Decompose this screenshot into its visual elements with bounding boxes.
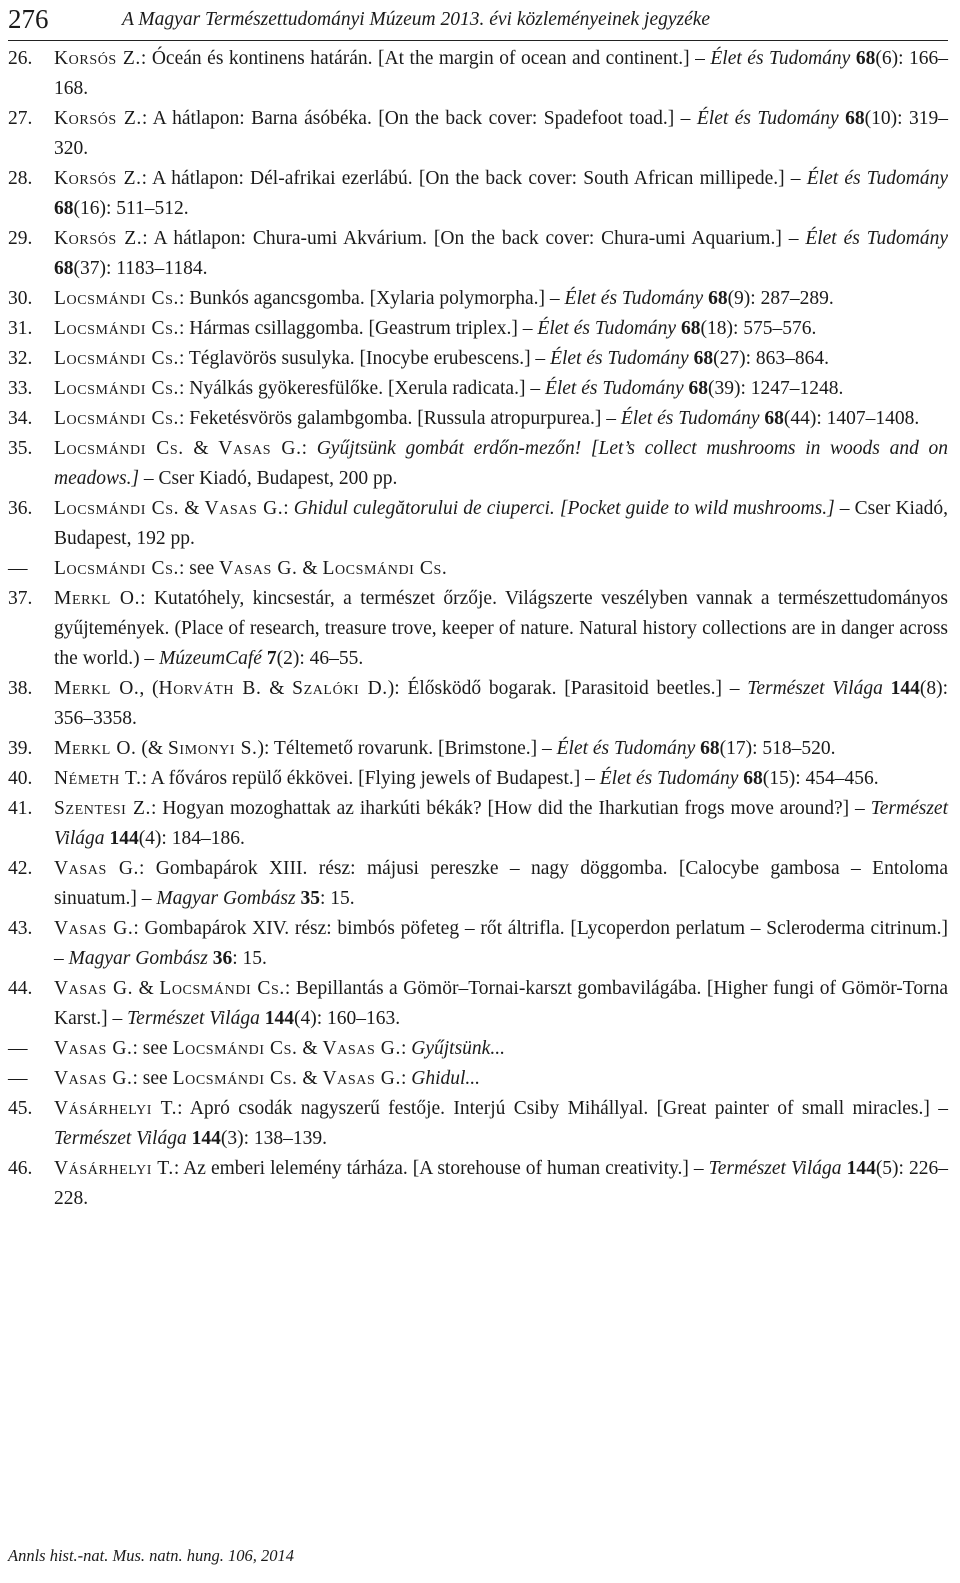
author-name: Szalóki D. [292, 678, 388, 699]
volume-number: 68 [680, 318, 701, 339]
author-name: Németh T. [54, 768, 142, 789]
volume-number: 68 [54, 198, 74, 219]
entry-text [54, 1064, 948, 1094]
entry-segment: (17): 518–520. [719, 738, 836, 759]
author-name: Locsmándi Cs. [172, 1038, 298, 1059]
bib-entry [8, 104, 948, 164]
entry-number: 38. [8, 678, 33, 699]
italic-title: Élet és Tudomány [806, 168, 949, 189]
author-name: Vasas G. [54, 858, 140, 879]
entry-text [54, 674, 953, 734]
volume-number: 68 [693, 348, 714, 369]
entry-number: 33. [8, 378, 33, 399]
page-number: 276 [8, 4, 49, 34]
bib-entry [8, 554, 948, 584]
entry-segment: (27): 863–864. [713, 348, 829, 369]
entry-text [54, 344, 948, 374]
italic-title: Élet és Tudomány [599, 768, 739, 789]
bib-entry [8, 734, 948, 764]
entry-number: 29. [8, 228, 33, 249]
bib-entry [8, 164, 948, 224]
entry-segment: – Cser Kiadó, Budapest, 200 pp. [139, 468, 398, 489]
author-name: Korsós Z. [54, 228, 143, 249]
entry-segment: (16): 511–512. [73, 198, 189, 219]
entry-number: 28. [8, 168, 33, 189]
bib-entry [8, 434, 953, 494]
entry-segment: & [261, 678, 293, 699]
entry-segment: & [297, 558, 323, 579]
author-name: Korsós Z. [54, 48, 141, 69]
bib-entry [8, 1064, 948, 1094]
entry-segment: : [400, 1038, 412, 1059]
entry-number: 34. [8, 408, 33, 429]
entry-segment: (18): 575–576. [700, 318, 817, 339]
italic-title: Magyar Gombász [68, 948, 208, 969]
entry-segment: & [297, 1038, 323, 1059]
entry-segment: , ( [139, 678, 159, 699]
bib-entry [8, 674, 953, 734]
entry-segment [948, 228, 953, 249]
italic-title: Ghidul culegătorului de ciuperci. [Pocket guide to wild mushrooms.] [293, 498, 835, 519]
entry-text [54, 164, 948, 224]
entry-segment: : Feketésvörös galambgomba. [Russula atropurpurea.] – [178, 408, 621, 429]
author-name: Vasas G. [204, 498, 284, 519]
bib-entry [8, 374, 948, 404]
volume-number: 68 [708, 288, 728, 309]
entry-number: 42. [8, 858, 33, 879]
entry-segment: (3): 138–139. [220, 1128, 327, 1149]
author-name: Korsós Z. [54, 168, 142, 189]
entry-segment: : Óceán és kontinens határán. [At the margin of ocean and continent.] – [140, 48, 711, 69]
entry-text [54, 914, 953, 974]
author-name: Vásárhelyi T. [54, 1158, 174, 1179]
bib-entry [8, 314, 948, 344]
running-title: A Magyar Természettudományi Múzeum 2013. évi közleményeinek jegyzéke [122, 9, 711, 30]
author-name: Locsmándi Cs. [54, 408, 179, 429]
author-name: Locsmándi Cs. [54, 438, 184, 459]
italic-title: Természet Világa [708, 1158, 842, 1179]
italic-title: Gyűjtsünk... [411, 1038, 505, 1059]
italic-title: Élet és Tudomány [710, 48, 851, 69]
entry-segment: (4): 160–163. [293, 1008, 401, 1029]
entry-segment: : 15. [232, 948, 267, 969]
entry-text [54, 434, 953, 494]
entry-text [54, 284, 948, 314]
bib-entry [8, 44, 948, 104]
entry-segment: (9): 287–289. [727, 288, 834, 309]
entry-text [54, 224, 948, 284]
entry-segment: (39): 1247–1248. [707, 378, 844, 399]
italic-title: Élet és Tudomány [544, 378, 684, 399]
bib-entry [8, 224, 948, 284]
author-name: Locsmándi Cs. [54, 318, 179, 339]
author-name: Vasas G. [54, 918, 134, 939]
italic-title: Természet Világa [127, 1008, 260, 1029]
author-name: Vasas G. [54, 1038, 133, 1059]
author-name: Locsmándi Cs. [54, 498, 180, 519]
entry-segment: : Bunkós agancsgomba. [Xylaria polymorpha.] – [178, 288, 565, 309]
entry-number: 40. [8, 768, 33, 789]
journal-footer: Annls hist.-nat. Mus. natn. hung. 106, 2014 [8, 1546, 295, 1565]
author-name: Vasas G. [54, 1068, 133, 1089]
entry-segment: : A hátlapon: Barna ásóbéka. [On the back cover: Spadefoot toad.] – [141, 108, 697, 129]
entry-segment [948, 168, 953, 189]
entry-segment: & [297, 1068, 323, 1089]
volume-number: 68 [845, 108, 865, 129]
entry-number: 27. [8, 108, 33, 129]
entry-number: 41. [8, 798, 33, 819]
bib-entry [8, 404, 948, 434]
entry-number: 46. [8, 1158, 33, 1179]
author-name: Szentesi Z. [54, 798, 151, 819]
author-name: Korsós Z. [54, 108, 142, 129]
entry-number: 43. [8, 918, 33, 939]
entry-segment: : A hátlapon: Dél-afrikai ezerlábú. [On the back cover: South African millipede.] – [141, 168, 807, 189]
bib-entry [8, 284, 948, 314]
entry-segment: (37): 1183–1184. [73, 258, 208, 279]
entry-number: 39. [8, 738, 33, 759]
italic-title: Természet Világa [54, 798, 953, 849]
entry-text [54, 44, 948, 104]
entry-number: 36. [8, 498, 33, 519]
volume-number: 7 [266, 648, 277, 669]
italic-title: Természet Világa [747, 678, 883, 699]
volume-number: 68 [688, 378, 708, 399]
volume-number: 68 [743, 768, 763, 789]
author-name: Vasas G. [322, 1068, 401, 1089]
entry-text [54, 764, 948, 794]
entry-text [54, 1154, 948, 1214]
entry-segment: : A hátlapon: Chura-umi Akvárium. [On the back cover: Chura-umi Aquarium.] – [142, 228, 806, 249]
entry-segment: : Hármas csillaggomba. [Geastrum triplex.] – [178, 318, 538, 339]
page-header [8, 2, 948, 41]
entry-segment: : see [132, 1068, 173, 1089]
entry-number: 26. [8, 48, 33, 69]
author-name: Locsmándi Cs. [322, 558, 448, 579]
author-name: Locsmándi Cs. [159, 978, 285, 999]
bib-entry [8, 974, 953, 1034]
bib-entry [8, 854, 953, 914]
bib-entry [8, 794, 953, 854]
volume-number: 68 [700, 738, 720, 759]
entry-number: — [8, 1068, 28, 1089]
entry-segment: : 15. [319, 888, 355, 909]
bib-entry [8, 764, 948, 794]
author-name: Locsmándi Cs. [172, 1068, 298, 1089]
entry-text [54, 404, 948, 434]
italic-title: Gyűjtsünk gombát erdőn-mezőn! [Let’s collect mushrooms in woods and on meadows.] [54, 438, 953, 489]
italic-title: Élet és Tudomány [805, 228, 948, 249]
entry-number: — [8, 1038, 28, 1059]
entry-text [54, 314, 948, 344]
italic-title: MúzeumCafé [159, 648, 262, 669]
bib-entry [8, 584, 953, 674]
author-name: Locsmándi Cs. [54, 558, 179, 579]
italic-title: Élet és Tudomány [550, 348, 689, 369]
author-name: Merkl O. [54, 738, 137, 759]
bib-entry [8, 1034, 948, 1064]
entry-segment: (6): 166–168. [54, 48, 948, 99]
entry-segment: : Gombapárok XIII. rész: májusi pereszke – nagy döggomba. [Calocybe gambosa – Entoloma sinuatum.] – [54, 858, 953, 909]
entry-text [54, 104, 948, 164]
entry-segment: : see [132, 1038, 173, 1059]
entry-segment: (& [136, 738, 168, 759]
italic-title: Természet Világa [54, 1128, 187, 1149]
volume-number: 144 [264, 1008, 294, 1029]
volume-number: 68 [855, 48, 876, 69]
entry-number: 45. [8, 1098, 33, 1119]
volume-number: 68 [764, 408, 784, 429]
entry-segment: & [133, 978, 160, 999]
entry-text [54, 374, 948, 404]
entry-segment: (4): 184–186. [138, 828, 245, 849]
author-name: Vasas G. [54, 978, 134, 999]
bib-entry [8, 1094, 953, 1154]
entry-text [54, 584, 953, 674]
volume-number: 144 [890, 678, 920, 699]
entry-segment: ): Élősködő bogarak. [Parasitoid beetles.] – [387, 678, 748, 699]
author-name: Vasas G. [219, 558, 298, 579]
bib-entry [8, 914, 953, 974]
entry-segment: (5): 226–228. [54, 1158, 948, 1209]
entry-segment: : Apró csodák nagyszerű festője. Interjú Csiby Mihállyal. [Great painter of small miracles.] – [177, 1098, 953, 1119]
entry-segment: : [283, 498, 294, 519]
italic-title: Élet és Tudomány [537, 318, 677, 339]
bibliography-list [8, 44, 953, 1214]
entry-number: 37. [8, 588, 33, 609]
entry-segment: (44): 1407–1408. [783, 408, 920, 429]
bib-entry [8, 1154, 948, 1214]
volume-number: 35 [300, 888, 320, 909]
bib-entry [8, 494, 953, 554]
entry-number: — [8, 558, 28, 579]
entry-segment: : Gombapárok XIV. rész: bimbós pöfeteg – rőt áltrifla. [Lycoperdon perlatum – Scleroderma citrinum.] – [54, 918, 953, 969]
volume-number: 144 [846, 1158, 876, 1179]
italic-title: Magyar Gombász [156, 888, 296, 909]
entry-number: 32. [8, 348, 33, 369]
entry-segment: : see [178, 558, 220, 579]
volume-number: 68 [54, 258, 74, 279]
author-name: Locsmándi Cs. [54, 288, 179, 309]
author-name: Merkl O. [54, 588, 141, 609]
entry-segment: (2): 46–55. [276, 648, 364, 669]
entry-segment: (10): 319–320. [54, 108, 948, 159]
italic-title: Ghidul... [411, 1068, 481, 1089]
entry-segment: : Kutatóhely, kincsestár, a természet őrzője. Világszerte veszélyben vannak a természettudományos gyűjtemények. (Place of research, treasure trove, keeper of nature. Natural history collections are in danger across the world.) – [54, 588, 953, 669]
entry-segment: : A főváros repülő ékkövei. [Flying jewels of Budapest.] – [141, 768, 600, 789]
entry-text [54, 974, 953, 1034]
volume-number: 144 [191, 1128, 221, 1149]
volume-number: 36 [212, 948, 233, 969]
entry-segment: : [400, 1068, 412, 1089]
entry-segment: & [179, 498, 205, 519]
entry-number: 44. [8, 978, 33, 999]
entry-number: 31. [8, 318, 33, 339]
entry-segment: : Nyálkás gyökeresfülőke. [Xerula radicata.] – [178, 378, 545, 399]
entry-text [54, 794, 953, 854]
entry-text [54, 1094, 953, 1154]
author-name: Vasas G. [322, 1038, 401, 1059]
italic-title: Élet és Tudomány [556, 738, 696, 759]
author-name: Locsmándi Cs. [54, 378, 179, 399]
entry-text [54, 554, 948, 584]
author-name: Locsmándi Cs. [54, 348, 179, 369]
entry-segment: : [301, 438, 317, 459]
italic-title: Élet és Tudomány [564, 288, 704, 309]
entry-segment: : Az emberi lelemény tárháza. [A storehouse of human creativity.] – [173, 1158, 709, 1179]
entry-number: 30. [8, 288, 33, 309]
entry-text [54, 494, 953, 554]
entry-number: 35. [8, 438, 33, 459]
author-name: Vasas G. [218, 438, 302, 459]
entry-segment: (15): 454–456. [762, 768, 879, 789]
entry-segment: (8): 356–3358. [54, 678, 953, 729]
entry-segment: : Téglavörös susulyka. [Inocybe erubescens.] – [178, 348, 551, 369]
author-name: Vásárhelyi T. [54, 1098, 178, 1119]
entry-segment: – Cser Kiadó, Budapest, 192 pp. [54, 498, 953, 549]
author-name: Horváth B. [158, 678, 262, 699]
entry-segment [883, 678, 891, 699]
italic-title: Élet és Tudomány [696, 108, 839, 129]
entry-text [54, 854, 953, 914]
author-name: Merkl O. [54, 678, 140, 699]
entry-segment: : Bepillantás a Gömör–Tornai-karszt gombavilágába. [Higher fungi of Gömör-Torna Karst.] – [54, 978, 953, 1029]
volume-number: 144 [109, 828, 139, 849]
bib-entry [8, 344, 948, 374]
entry-segment: : Hogyan mozoghattak az iharkúti békák? [How did the Iharkutian frogs move around?] – [150, 798, 871, 819]
entry-text [54, 1034, 948, 1064]
entry-text [54, 734, 948, 764]
entry-segment: ): Téltemető rovarunk. [Brimstone.] – [257, 738, 557, 759]
author-name: Simonyi S. [167, 738, 258, 759]
entry-segment: & [183, 438, 219, 459]
italic-title: Élet és Tudomány [620, 408, 760, 429]
